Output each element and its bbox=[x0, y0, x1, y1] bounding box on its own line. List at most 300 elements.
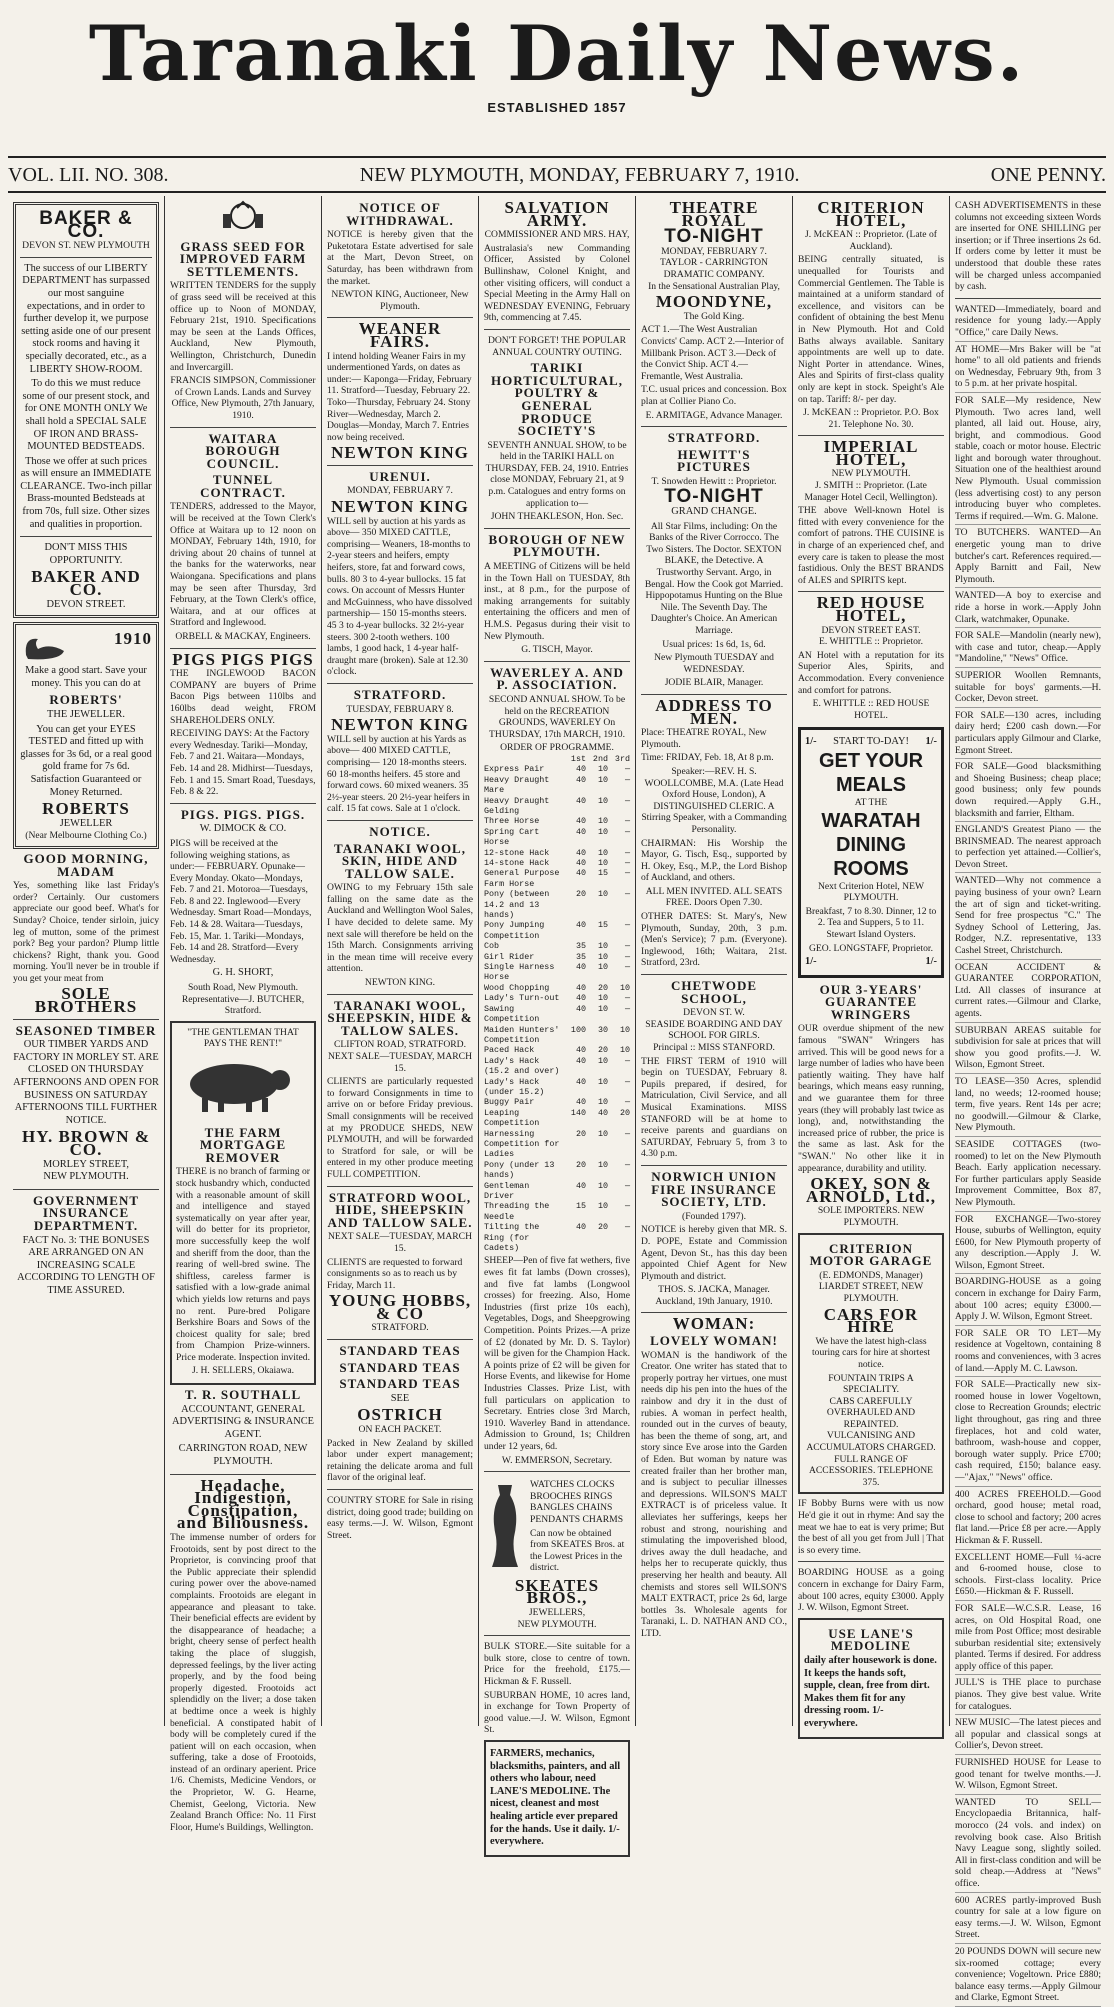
garage-address: LIARDET STREET, NEW PLYMOUTH. bbox=[818, 1281, 924, 1304]
ostrich-sub: ON EACH PACKET. bbox=[358, 1424, 442, 1436]
gentleman-heading: "THE GENTLEMAN THAT PAYS THE RENT!" bbox=[187, 1026, 299, 1050]
programme-prize: — bbox=[624, 847, 630, 858]
programme-prize: 40 bbox=[575, 1097, 586, 1108]
programme-row bbox=[484, 993, 630, 1003]
programme-event: 14-stone Hack bbox=[484, 858, 550, 868]
government-title: GOVERNMENT INSURANCE DEPARTMENT. bbox=[32, 1192, 140, 1233]
masthead bbox=[0, 0, 1114, 118]
southall-name: T. R. SOUTHALL bbox=[184, 1387, 302, 1403]
programme-event: 12-stone Hack bbox=[484, 847, 550, 858]
notice-title: NOTICE. bbox=[369, 823, 431, 839]
programme-header: 1st 2nd 3rd bbox=[570, 753, 630, 764]
classified-ad: WANTED—Why not commence a paying business of your own? Learn the art of sign and ticket-writing. Send for free prospectus "C." The Sydney School of Lettering, Jas. Rodger, N.Z. representative, 133 Cashel Street, Christchurch. bbox=[955, 875, 1101, 959]
waratah-price-left: 1/- bbox=[805, 736, 817, 748]
programme-prize: 40 bbox=[575, 1180, 586, 1191]
burns-ad: IF Bobby Burns were with us now He'd gie it out in rhyme: And say the meat we hae to eat is very prime; But the best of all you get from Jull | That is so every time. bbox=[798, 1498, 944, 1556]
classified-ad: WANTED—Immediately, board and residence for young lady.—Apply "Office," care Daily News. bbox=[955, 304, 1101, 342]
tonight-2: TO-NIGHT bbox=[664, 486, 764, 508]
programme-row bbox=[484, 1129, 630, 1160]
farm-title: THE FARM MORTGAGE REMOVER bbox=[199, 1124, 287, 1165]
newton-king-3: NEWTON KING bbox=[331, 715, 469, 735]
lane-title: USE LANE'S MEDOLINE bbox=[828, 1625, 914, 1654]
taylor-company: TAYLOR - CARRINGTON DRAMATIC COMPANY. bbox=[660, 257, 768, 280]
criterion-title: CRITERION HOTEL, bbox=[817, 198, 925, 230]
stratford-date: TUESDAY, FEBRUARY 8. bbox=[346, 703, 454, 715]
programme-row bbox=[484, 1025, 630, 1046]
baker-notice: DON'T MISS THIS OPPORTUNITY. bbox=[44, 542, 128, 566]
receiving-days: RECEIVING DAYS: At the Factory every Wednesday. Tariki—Monday, Feb. 7 and 21. Waitara—Mondays, Feb. 14 and 28. Midhirst—Tuesdays, Feb. 1 and 15. Smart Road, Tuesdays, Feb. 8 & 22. bbox=[170, 728, 316, 798]
classified-ad: WANTED TO SELL—Encyclopaedia Britannica, half-morocco (24 vols. and index) on revolving book case. Also British Navy League song, slightly soiled. All in first-class condition and will be sold cheap.—Address at "News" office. bbox=[955, 1797, 1101, 1893]
programme-prize: 40 bbox=[575, 1003, 586, 1014]
salvation-body: Australasia's new Commanding Officer, Assisted by Colonel Bullinshaw, Colonel Knight, and other visiting officers, will conduct a Special Meeting in the Army Hall on WEDNESDAY EVENING, February 9th, commencing at 7.45. bbox=[484, 242, 630, 324]
programme-row bbox=[484, 962, 630, 983]
programme-prize: 20 bbox=[575, 1159, 586, 1170]
government-body: FACT No. 3: THE BONUSES ARE ARRANGED ON AN INCREASING SCALE ACCORDING TO LENGTH OF TIME ASSURED. bbox=[17, 1234, 155, 1296]
roberts-text: Make a good start. Save your money. This you can do at bbox=[25, 665, 147, 689]
programme-event: Wood Chopping bbox=[484, 982, 550, 993]
programme-prize: — bbox=[624, 951, 630, 962]
skeates-town: NEW PLYMOUTH. bbox=[517, 1618, 597, 1630]
programme-prize: 140 bbox=[570, 1107, 586, 1118]
wringers-title: OUR 3-YEARS' GUARANTEE WRINGERS bbox=[819, 981, 923, 1022]
programme-event: Harnessing Competition for Ladies bbox=[484, 1128, 560, 1160]
garage-title: CRITERION MOTOR GARAGE bbox=[809, 1240, 933, 1269]
founded: (Founded 1797). bbox=[682, 1210, 746, 1222]
programme-prize: 10 bbox=[597, 1003, 608, 1014]
films: All Star Films, including: On the Banks of the River Corrocco. The Two Sisters. The Doctor. SEXTON BLAKE, the Detective. A Trustworthy Servant. Argo, in Bengal. How the Cook got Married. Hippopotamus Hunting on the Blue Nile. The Seventh Day. The Daughter's Choice. An American Marriage. bbox=[644, 520, 784, 636]
hewitt-proprietor: T. Snowden Hewitt :: Proprietor. bbox=[651, 475, 777, 487]
bottom-rule bbox=[8, 191, 1106, 193]
programme-event: Single Harness Horse bbox=[484, 962, 555, 983]
classified-ad: 600 ACRES partly-improved Bush country for sale at a low figure on easy terms.—J. W. Wilson, Egmont Street. bbox=[955, 1895, 1101, 1944]
programme-row bbox=[484, 1077, 630, 1098]
redhouse-sign: E. WHITTLE :: RED HOUSE HOTEL. bbox=[812, 698, 930, 721]
programme-row bbox=[484, 1201, 630, 1222]
programme-row bbox=[484, 858, 630, 868]
programme-event: Pony (under 13 hands) bbox=[484, 1159, 555, 1181]
programme-event: Three Horse bbox=[484, 816, 540, 827]
grass-body: WRITTEN TENDERS for the supply of grass seed will be received at this office up to Noon of MONDAY, February 21st, 1910. Specifications may be seen at the Lands Offices, Auckland, New Plymouth, Wellington, Christchurch, Dunedin and Invercargill. bbox=[170, 280, 316, 373]
redhouse-address: DEVON STREET EAST. bbox=[821, 624, 921, 636]
young-hobbs-town: STRATFORD. bbox=[371, 1322, 429, 1334]
commissioner: COMMISSIONER AND MRS. HAY, bbox=[484, 229, 630, 241]
programme-event: Express Pair bbox=[484, 764, 545, 775]
madam-title: GOOD MORNING, MADAM bbox=[23, 850, 149, 879]
baker-body: The success of our LIBERTY DEPARTMENT has surpassed our most sanguine expectations, and in order to further develop it, we purpose setting aside one of our present stock rooms and having it specially decorated, etc., as a LIBERTY SHOW-ROOM. bbox=[21, 262, 151, 375]
column-7 bbox=[950, 196, 1106, 2004]
programme-prize: — bbox=[624, 795, 630, 806]
programme-row bbox=[484, 764, 630, 774]
hy-brown-address: MORLEY STREET, bbox=[42, 1158, 129, 1170]
royal-arms-icon bbox=[170, 198, 316, 237]
programme-prize: 10 bbox=[597, 858, 608, 868]
roberts-name: ROBERTS' bbox=[49, 692, 123, 708]
criterion-sign: J. McKEAN :: Proprietor. P.O. Box 21. Telephone No. 30. bbox=[803, 407, 939, 430]
classified-ad: FOR SALE—W.C.S.R. Lease, 16 acres, on Old Hospital Road, one mile from Post Office; most desirable suburban residential site; extensively planted. Terms if desired. For address apply office of this paper. bbox=[955, 1603, 1101, 1676]
programme-event: Heavy Draught Mare bbox=[484, 774, 550, 796]
programme-prize: 10 bbox=[597, 795, 608, 806]
programme-row bbox=[484, 983, 630, 993]
programme-prize: 40 bbox=[575, 816, 586, 827]
ostrich: OSTRICH bbox=[357, 1405, 443, 1425]
madam-body: Yes, something like last Friday's order? Certainly. Our customers appreciate our good beef. What's for Sunday? Choice, tender sirloin, juicy leg of mutton, some of the primest pork? Beg your pardon? Plump little chickens? Right, thank you. Good morning. You'll never be in trouble if you get your meat from bbox=[13, 880, 159, 984]
dateline bbox=[8, 161, 1106, 189]
imperial-title: IMPERIAL HOTEL, bbox=[823, 437, 919, 469]
programme-prize: 30 bbox=[597, 1024, 608, 1035]
box-plan: T.C. usual prices and concession. Box plan at Collier Piano Co. bbox=[641, 384, 787, 407]
waratah-next: Next Criterion Hotel, NEW PLYMOUTH. bbox=[817, 880, 925, 904]
programme-event: Pony Jumping Competition bbox=[484, 920, 545, 941]
southall-address: CARRINGTON ROAD, NEW PLYMOUTH. bbox=[178, 1443, 308, 1468]
stratford-wool: STRATFORD WOOL, HIDE, SHEEPSKIN AND TALLOW SALE. bbox=[327, 1189, 473, 1230]
programme-prize: — bbox=[624, 826, 630, 837]
borough-sign: G. TISCH, Mayor. bbox=[521, 644, 593, 656]
programme-prize: 40 bbox=[575, 982, 586, 993]
programme-prize: 15 bbox=[597, 868, 608, 879]
imperial-proprietor: J. SMITH :: Proprietor. (Late Manager Hotel Cecil, Wellington). bbox=[804, 480, 938, 503]
norwich-title: NORWICH UNION FIRE INSURANCE SOCIETY, LTD. bbox=[651, 1168, 777, 1210]
principal: Principal :: MISS STANFORD. bbox=[653, 1042, 775, 1053]
waratah-get: GET YOUR MEALS bbox=[818, 749, 924, 796]
roberts-year: 1910 bbox=[114, 629, 152, 649]
programme-prize: — bbox=[624, 1128, 630, 1139]
newton-king-1: NEWTON KING bbox=[331, 443, 469, 463]
tariki-title: TARIKI HORTICULTURAL, POULTRY & GENERAL PRODUCE SOCIETY'S bbox=[491, 360, 623, 439]
skeates-name: SKEATES BROS., bbox=[514, 1575, 600, 1608]
classified-ad: TO LEASE—350 Acres, splendid land, no weeds; 12-roomed house; term, five years. Rent 14s per acre; no goodwill.—Gilmour & Clarke, New Plymouth. bbox=[955, 1076, 1101, 1137]
classified-ad: FURNISHED HOUSE for Lease to good tenant for twelve months.—J. W. Wilson, Egmont Street. bbox=[955, 1757, 1101, 1795]
theatre-title: THEATRE ROYAL bbox=[669, 198, 759, 230]
programme-prize: — bbox=[624, 1076, 630, 1087]
pigs-body: THE INGLEWOOD BACON COMPANY are buyers of Prime Bacon Pigs between 110lbs and 160lbs dead weight, FROM SHAREHOLDERS ONLY. bbox=[170, 668, 316, 726]
programme-event: Paced Hack bbox=[484, 1045, 535, 1056]
programme-prize: 10 bbox=[597, 951, 608, 962]
lane-ad bbox=[798, 1618, 944, 1739]
withdrawal-body: NOTICE is hereby given that the Puketotara Estate advertised for sale at the Mart, Devon Street, on Saturday, has been withdrawn from the market. bbox=[327, 229, 473, 287]
classified-ad: FOR SALE OR TO LET—My residence at Vogeltown, containing 8 rooms and conveniences, with 3 acres of land.—Apply M. C. Lawson. bbox=[955, 1328, 1101, 1377]
tunnel-sign: ORBELL & MACKAY, Engineers. bbox=[175, 631, 311, 642]
play-title: MOONDYNE, bbox=[655, 292, 773, 312]
farm-ad bbox=[170, 1021, 316, 1385]
programme-prize: — bbox=[624, 868, 630, 879]
programme-row bbox=[484, 1160, 630, 1181]
newton-king-3-body: WILL sell by auction at his Yards as above— 400 MIXED CATTLE, comprising— 120 18-months steers. 60 18-months heifers. 45 store and forward cows. 60 mixed weaners. 35 2½-year steers. 20 2½-year heifers in calf. 15 fat cows. Sale at 1 o'clock. bbox=[327, 733, 470, 815]
pigs-title: PIGS PIGS PIGS bbox=[172, 649, 314, 669]
programme-prize: — bbox=[624, 1159, 630, 1170]
farm-body: THERE is no branch of farming or stock husbandry which, conducted with a reasonable amount of skill and intelligence and stayed systematically on year after year, will do better for its proprietor, more successfully keep the wolf and sheriff from the door, than the rearing of well-bred swine. The shiftless, careless farmer is satisfied with a low-grade animal which yields low returns and pays no rent. Pure-bred Poligare Berkshire Boars and Sows of the choicest quality for sale; bred from Champion Prize-winners. Price moderate. Inspection invited. bbox=[176, 1166, 311, 1363]
classified-ad: FOR SALE—My residence, New Plymouth. Two acres land, well planted, all laid out. House, airy, bright, and commodious. Good stable, coach or motor house. Electric light and borough water throughout. Situation one of the healthiest around New Plymouth. Usual commission (less advertising cost) to any person introducing buyer who completes. Terms if required.—Wm. G. Malone. bbox=[955, 395, 1101, 526]
young-hobbs: YOUNG HOBBS, & CO bbox=[328, 1291, 472, 1323]
programme-row bbox=[484, 889, 630, 920]
classified-ad: FOR SALE—130 acres, including dairy herd; £200 cash down.—For particulars apply Gilmour and Clarke, Egmont Street. bbox=[955, 710, 1101, 759]
programme-prize: 10 bbox=[597, 941, 608, 952]
waverley-body: SECOND ANNUAL SHOW. To be held on the RECREATION GROUNDS, WAVERLEY On THURSDAY, 17th MARCH, 1910. bbox=[488, 693, 626, 740]
programme-event: Lady's Hack (15.2 and over) bbox=[484, 1055, 560, 1077]
borough-title: BOROUGH OF NEW PLYMOUTH. bbox=[488, 531, 626, 560]
school-sub: SEASIDE BOARDING AND DAY SCHOOL FOR GIRLS. bbox=[645, 1018, 783, 1042]
tunnel-body: TENDERS, addressed to the Mayor, will be received at the Town Clerk's Office at Waitara up to 12 noon on MONDAY, February 14th, 1910, for driving about 20 chains of tunnel at the banks for the waterworks, near Waiongana. Specifications and plans may be seen after Thursday, 3rd February, at the Town Clerk's office, Waitara, and at our offices at Stratford and Inglewood. bbox=[170, 501, 316, 629]
norwich-sign: THOS. S. JACKA, Manager. Auckland, 19th January, 1910. bbox=[655, 1284, 773, 1307]
roberts-body: You can get your EYES TESTED and fitted up with glasses for 3s 6d, or a real good gold frame for 7s 6d. Satisfaction Guaranteed or Money Returned. bbox=[20, 723, 152, 798]
teas-3: STANDARD TEAS bbox=[339, 1376, 461, 1392]
programme-prize: — bbox=[624, 1201, 630, 1212]
ostrich-body: Packed in New Zealand by skilled labor under expert management; retaining the delicate aroma and full flavor of the original leaf. bbox=[327, 1437, 473, 1484]
classified-ad: OCEAN ACCIDENT & GUARANTEE CORPORATION, Ltd. All classes of insurance at current rates.—Gilmour and Clarke, agents. bbox=[955, 962, 1101, 1023]
wool2-title: TARANAKI WOOL, SHEEPSKIN, HIDE & TALLOW SALES. bbox=[327, 997, 473, 1038]
tariki-sign: JOHN THEAKLESON, Hon. Sec. bbox=[490, 511, 624, 523]
column-6 bbox=[793, 196, 950, 1729]
programme-event: Cob bbox=[484, 941, 500, 952]
classified-ad: WANTED—A boy to exercise and ride a horse in work.—Apply John Clark, watchmaker, Opunake. bbox=[955, 590, 1101, 628]
classified-ad: SUBURBAN AREAS suitable for subdivision for sale at prices that will show you good profits.—J. W. Wilson, Egmont Street. bbox=[955, 1025, 1101, 1074]
theatre-date: MONDAY, FEBRUARY 7. bbox=[661, 245, 767, 257]
waverley-sign: W. EMMERSON, Secretary. bbox=[501, 1454, 613, 1466]
waratah-name: WARATAH DINING ROOMS bbox=[821, 809, 921, 880]
invited: ALL MEN INVITED. ALL SEATS FREE. Doors Open 7.30. bbox=[645, 885, 783, 909]
programme-row bbox=[484, 1056, 630, 1077]
programme-prize: 40 bbox=[575, 1055, 586, 1066]
programme-prize: — bbox=[624, 858, 630, 868]
boarding-house: BOARDING HOUSE as a going concern in exchange for Dairy Farm, about 100 acres, equity £3000. Apply J. W. Wilson, Egmont Street. bbox=[798, 1567, 944, 1614]
programme-event: Leaping Competition bbox=[484, 1107, 540, 1129]
programme-prize: 100 bbox=[570, 1024, 586, 1035]
pig-icon bbox=[176, 1054, 296, 1114]
programme-prize: — bbox=[624, 1222, 630, 1233]
column-4 bbox=[479, 196, 636, 1848]
okey-name: OKEY, SON & ARNOLD, Ltd., bbox=[805, 1174, 937, 1206]
programme-prize: 20 bbox=[619, 1107, 630, 1118]
imperial-town: NEW PLYMOUTH. bbox=[831, 468, 911, 480]
timber-title: SEASONED TIMBER bbox=[15, 1022, 157, 1038]
programme-prize: 10 bbox=[597, 889, 608, 900]
timber-body: OUR TIMBER YARDS AND FACTORY IN MORLEY ST. ARE CLOSED ON THURSDAY AFTERNOONS AND OPEN FOR BUSINESS ON SATURDAY AFTERNOONS TILL FURTHER NOTICE. bbox=[13, 1039, 159, 1126]
place: Place: THEATRE ROYAL, New Plymouth. bbox=[641, 727, 767, 750]
classified-ad: AT HOME—Mrs Baker will be "at home" to all old patients and friends on Wednesday, February 9th, from 3 to 5 p.m. at her private hospital. bbox=[955, 344, 1101, 393]
norwich-body: NOTICE is hereby given that MR. S. D. POPE, Estate and Commission Agent, Devon St., has this day been appointed Chief Agent for New Plymouth and district. bbox=[641, 1224, 787, 1282]
programme-row bbox=[484, 848, 630, 858]
programme-prize: 10 bbox=[597, 1097, 608, 1108]
waratah-at: AT THE bbox=[854, 796, 888, 808]
farmers-ad bbox=[484, 1740, 630, 1857]
baker-address: DEVON ST. NEW PLYMOUTH bbox=[22, 240, 150, 252]
programme-event: General Purpose Farm Horse bbox=[484, 868, 560, 889]
waratah-price-bottom-left: 1/- bbox=[805, 956, 817, 968]
programme-prize: 35 bbox=[575, 951, 586, 962]
school-address: DEVON ST. W. bbox=[683, 1007, 745, 1019]
criterion-proprietor: J. McKEAN :: Proprietor. (Late of Auckland). bbox=[805, 229, 937, 252]
dimock-body: PIGS will be received at the following weighing stations, as under:— FEBRUARY. Opunake—Every Monday. Okato—Mondays, Feb. 7 and 21. Motoroa—Tuesdays, Feb. 8 and 22. Inglewood—Every Wednesday. Smart Road—Mondays, Feb. 14 & 28. Waitara—Tuesdays, Feb. 15, Mar. 1. Tariki—Mondays, Feb. 14 and 28. Stratford—Every Wednesday. bbox=[170, 837, 312, 965]
programme-prize: 10 bbox=[597, 1076, 608, 1087]
programme-row bbox=[484, 1108, 630, 1129]
short-body: South Road, New Plymouth. Representative—J. BUTCHER, Stratford. bbox=[181, 982, 305, 1017]
waverley-title: WAVERLEY A. AND P. ASSOCIATION. bbox=[490, 664, 624, 693]
programme-prize: 40 bbox=[575, 868, 586, 879]
programme-prize: 40 bbox=[597, 1107, 608, 1118]
cabs: CABS CAREFULLY OVERHAULED AND REPAINTED. bbox=[826, 1395, 916, 1430]
classified-ad: BOARDING-HOUSE as a going concern in exchange for Dairy Farm, about 100 acres; equity £3000.—Apply J. W. Wilson, Egmont Street. bbox=[955, 1276, 1101, 1325]
redhouse-proprietor: E. WHITTLE :: Proprietor. bbox=[819, 636, 923, 648]
garage-sub: (E. EDMONDS, Manager) bbox=[819, 1269, 923, 1281]
programme-event: Gentleman Driver bbox=[484, 1180, 530, 1201]
classified-ad: EXCELLENT HOME—Full ¼-acre and 6-roomed house, close to schools. First-class locality. Price £650.—Hickman & F. Russell. bbox=[955, 1552, 1101, 1601]
column-3 bbox=[322, 196, 479, 1726]
hewitt-pictures: HEWITT'S PICTURES bbox=[677, 446, 751, 475]
programme-row bbox=[484, 1097, 630, 1107]
time: Time: FRIDAY, Feb. 18, At 8 p.m. bbox=[641, 752, 774, 764]
swan-icon bbox=[20, 629, 70, 663]
established-line: ESTABLISHED 1857 bbox=[487, 100, 627, 115]
jodie-blair: JODIE BLAIR, Manager. bbox=[664, 677, 764, 689]
programme-prize: 10 bbox=[597, 1180, 608, 1191]
programme-prize: 35 bbox=[575, 941, 586, 952]
programme-row bbox=[484, 1045, 630, 1055]
programme-row bbox=[484, 827, 630, 848]
classified-ad: SEASIDE COTTAGES (two-roomed) to let on the New Plymouth Beach. Early application necessary. For further particulars apply Seaside Improvement Committee, Box 87, New Plymouth. bbox=[955, 1139, 1101, 1212]
programme-prize: 40 bbox=[575, 920, 586, 931]
redhouse-title: RED HOUSE HOTEL, bbox=[816, 593, 926, 625]
withdrawal-title: NOTICE OF WITHDRAWAL. bbox=[346, 200, 454, 228]
pigs2-title: PIGS. PIGS. PIGS. bbox=[180, 806, 306, 822]
programme-prize: 40 bbox=[575, 1222, 586, 1233]
wool-sign: NEWTON KING. bbox=[364, 977, 436, 989]
play-sub: The Gold King. bbox=[683, 310, 745, 322]
programme-prize: 10 bbox=[597, 993, 608, 1004]
programme-prize: — bbox=[624, 1097, 630, 1108]
redhouse-body: AN Hotel with a reputation for its Superior Ales, Spirits, and Accommodation. Every convenience and comfort for patrons. bbox=[798, 649, 944, 696]
programme-prize: 10 bbox=[597, 962, 608, 973]
programme-prize: 10 bbox=[597, 764, 608, 775]
newton-king-2-body: WILL sell by auction at his yards as above— 350 MIXED CATTLE, comprising— Weaners, 18-months to 2-year steers and heifers, empty heifers, store, fat and forward cows, bulls. 80 3 to 4-year bullocks. 15 fat cows. On account of Messrs Hunter and McGuinness, who have dissolved partnership— 150 15-months steers. 45 3 to 4-year bullocks. 32 2½-year steers. 300 2-tooth wethers. 100 lambs, 1 good hack, 1 4-year half-draught mare (broken). Sale at 12.30 o'clock. bbox=[327, 515, 473, 678]
teas-1: STANDARD TEAS bbox=[339, 1343, 461, 1359]
classified-ad: FOR SALE—Mandolin (nearly new), with case and tutor, cheap.—Apply "Mandoline," "News" Office. bbox=[955, 630, 1101, 668]
classified-ad: TO BUTCHERS. WANTED—An energetic young man to drive butcher's cart. References required.—Apply Barnitt and Fail, New Plymouth. bbox=[955, 527, 1101, 588]
withdrawal-sign: NEWTON KING, Auctioneer, New Plymouth. bbox=[331, 289, 469, 312]
programme-event: Girl Rider bbox=[484, 951, 535, 962]
place-date: NEW PLYMOUTH, MONDAY, FEBRUARY 7, 1910. bbox=[359, 163, 800, 186]
clients-body: CLIENTS are particularly requested to forward Consignments in time to arrive on or before Friday previous. Small consignments will be received at my PRODUCE SHEDS, NEW PLYMOUTH, and will be forwarded to Stratford for sale, or will be entered in my other produce meeting FULL COMPETITION. bbox=[327, 1076, 473, 1180]
programme-prize: — bbox=[624, 962, 630, 973]
classified-ad: ENGLAND'S Greatest Piano — the BRINSMEAD. The nearest approach to perfection yet attained.—Collier's, Devon Street. bbox=[955, 824, 1101, 873]
dont-forget: DON'T FORGET! THE POPULAR ANNUAL COUNTRY OUTING. bbox=[487, 334, 627, 358]
short-name: G. H. SHORT, bbox=[212, 967, 274, 979]
headache-body: The immense number of orders for Frootoids, sent by post direct to the Proprietor, is convincing proof that the Public appreciate their splendid curing power over the above-named complaints. Frootoids are elegant in appearance and pleasant to take. Their beneficial effects are evident by the disappearance of headache; a bright, cheery sense of perfect health taking the place of sluggish, depressed feelings, by the liver acting properly, and by the food being properly digested. Frootoids act splendidly on the liver; a dose taken at bedtime once a week is highly beneficial. A constipated habit of body will be completely cured if the patient will on each occasion, when suffering, take a dose of Frootoids, instead of an ordinary aperient. Price 1/6. Chemists, Medicine Vendors, or the Proprietor, W. G. Hearne, Chemist, Geelong, Victoria. New Zealand Branch Office: No. 11 First Floor, Hume's Buildings, Wellington. bbox=[170, 1532, 316, 1833]
programme-prize: 10 bbox=[597, 816, 608, 827]
column-1 bbox=[8, 196, 165, 1726]
okey-sub: SOLE IMPORTERS. NEW PLYMOUTH. bbox=[817, 1205, 925, 1228]
cars-for-hire: CARS FOR HIRE bbox=[823, 1304, 919, 1337]
southall-trade: ACCOUNTANT, GENERAL ADVERTISING & INSURANCE AGENT. bbox=[172, 1403, 314, 1440]
imperial-body: THE above Well-known Hotel is fitted with every convenience for the comfort of patrons. THE CUISINE is in charge of an experienced chef, and every care is taken to please the most fastidious. Only the BEST BRANDS of ALES and SPIRITS kept. bbox=[798, 505, 944, 586]
borough-body: A MEETING of Citizens will be held in the Town Hall on TUESDAY, 8th inst., at 8 p.m., for the purpose of making arrangements for suitably entertaining the officers and men of H.M.S. Pegasus during their visit to New Plymouth. bbox=[484, 561, 630, 642]
tunnel-title: TUNNEL CONTRACT. bbox=[200, 472, 286, 500]
programme-prize: — bbox=[624, 1003, 630, 1014]
programme-event: Sawing Competition bbox=[484, 1003, 540, 1025]
grass-sign: FRANCIS SIMPSON, Commissioner of Crown Lands. Lands and Survey Office, New Plymouth, 27th January, 1910. bbox=[170, 375, 316, 421]
programme-prize: 10 bbox=[597, 1201, 608, 1212]
accessories: FULL RANGE OF ACCESSORIES. TELEPHONE 375. bbox=[808, 1453, 934, 1488]
waratah-proprietor: GEO. LONGSTAFF, Proprietor. bbox=[809, 942, 933, 954]
speaker: Speaker:—REV. H. S. WOOLLCOMBE, M.A. (Late Head Oxford House, London), A DISTINGUISHED CLERIC. A Stirring Speaker, with a Commanding Personality. bbox=[641, 765, 787, 835]
programme-prize: 10 bbox=[597, 1159, 608, 1170]
programme-prize: 40 bbox=[575, 962, 586, 973]
programme-prize: 40 bbox=[575, 993, 586, 1004]
waratah-times: Breakfast, 7 to 8.30. Dinner, 12 to 2. Tea and Suppers, 5 to 11. Stewart Island Oysters. bbox=[805, 905, 937, 940]
sole-title: SOLE BROTHERS bbox=[34, 984, 138, 1017]
clifton-road: CLIFTON ROAD, STRATFORD. bbox=[333, 1039, 467, 1051]
cash-ad-header: CASH ADVERTISEMENTS in these columns not exceeding sixteen Words are inserted for ONE SHILLING per insertion; or if Three insertions 2s 6d. If orders come by letter it must be understood that double these rates will be charged unless accompanied by cash. bbox=[955, 200, 1101, 293]
programme-event: Tilting the Ring (for Cadets) bbox=[484, 1222, 540, 1254]
baker-ad bbox=[13, 202, 159, 618]
programme-prize: 40 bbox=[575, 795, 586, 806]
stratford-sale: STRATFORD. bbox=[353, 686, 447, 702]
programme-event: Buggy Pair bbox=[484, 1097, 535, 1108]
baker-footer-street: DEVON STREET. bbox=[46, 598, 126, 610]
newspaper-title: Taranaki Daily News. bbox=[88, 9, 1026, 98]
screening-days: New Plymouth TUESDAY and WEDNESDAY. bbox=[654, 652, 774, 675]
top-rule bbox=[8, 156, 1106, 158]
next-sale: NEXT SALE—TUESDAY, MARCH 15. bbox=[327, 1051, 472, 1074]
salvation-title: SALVATION ARMY. bbox=[504, 198, 610, 230]
programme-event: Lady's Hack (under 15.2) bbox=[484, 1076, 545, 1097]
bulk-store: BULK STORE.—Site suitable for a bulk store, close to centre of town. Price for the freehold, £175.—Hickman & F. Russell. bbox=[484, 1641, 630, 1688]
column-2 bbox=[165, 196, 322, 1833]
programme-row bbox=[484, 868, 630, 889]
programme-row bbox=[484, 920, 630, 941]
baker-body-3: Those we offer at such prices as will ensure an IMMEDIATE CLEARANCE. Two-inch pillar Brass-mounted Bedsteads at from 70s, full size. Other sizes and qualities in proportion. bbox=[20, 455, 152, 530]
programme-table bbox=[484, 754, 630, 1254]
programme-prize: 10 bbox=[597, 774, 608, 785]
headache-title: Headache, Indigestion, Constipation, and Biliousness. bbox=[176, 1475, 310, 1533]
programme-prize: 10 bbox=[597, 826, 608, 837]
play-intro: In the Sensational Australian Play, bbox=[648, 280, 780, 292]
urenui-date: MONDAY, FEBRUARY 7. bbox=[347, 485, 453, 497]
programme-prize: 10 bbox=[619, 982, 630, 993]
programme-prize: 40 bbox=[575, 847, 586, 858]
farm-sign: J. H. SELLERS, Okaiawa. bbox=[191, 1365, 295, 1377]
vase-text: Can now be obtained from SKEATES Bros. at the Lowest Prices in the district. bbox=[530, 1527, 625, 1574]
programme-row bbox=[484, 952, 630, 962]
programme-prize: — bbox=[624, 764, 630, 775]
other-dates: OTHER DATES: St. Mary's, New Plymouth, Sunday, 20th, 3 p.m. (Men's Service); 7 p.m. (Everyone). Inglewood, 16th; Waitara, 21st. Stratford, 23rd. bbox=[641, 911, 787, 969]
programme-event: Pony (between 14.2 and 13 hands) bbox=[484, 889, 550, 921]
wool-body: OWING to my February 15th sale falling on the same date as the Auckland and Wellington Wool Sales, I have decided to delete same. My next sale will therefore be held on the 15th March. Consignments arriving in the mean time will receive every attention. bbox=[327, 882, 473, 975]
programme-prize: — bbox=[624, 920, 630, 931]
volume-number: VOL. LII. NO. 308. bbox=[8, 163, 169, 186]
weaner-title: WEANER FAIRS. bbox=[358, 319, 442, 351]
woman-sub: LOVELY WOMAN! bbox=[650, 1333, 778, 1349]
programme-prize: — bbox=[624, 1180, 630, 1191]
programme-event: Heavy Draught Gelding bbox=[484, 795, 550, 816]
programme-prize: 40 bbox=[575, 774, 586, 785]
programme-prize: 20 bbox=[575, 889, 586, 900]
roberts-big: ROBERTS bbox=[42, 799, 130, 819]
programme-prize: — bbox=[624, 816, 630, 827]
programme-row bbox=[484, 816, 630, 826]
programme-prize: 40 bbox=[575, 1045, 586, 1056]
tariki-body: SEVENTH ANNUAL SHOW, to be held in the TARIKI HALL on THURSDAY, FEB. 24, 1910. Entries close MONDAY, February 21, at 9 p.m. Catalogues and entry forms on application to— bbox=[485, 439, 629, 509]
classified-ad: FOR EXCHANGE—Two-storey House, suburbs of Wellington, equity £600, for New Plymouth property of any description.—Apply J. W. Wilson, Egmont Street. bbox=[955, 1214, 1101, 1275]
grass-title: GRASS SEED FOR IMPROVED FARM SETTLEMENTS. bbox=[179, 238, 307, 279]
woman-title: WOMAN: bbox=[672, 1314, 756, 1334]
dimock: W. DIMOCK & CO. bbox=[199, 823, 287, 835]
classified-ad: FOR SALE—Practically new six-roomed house in lower Vogeltown, close to Recreation Grounds; electric light throughout, gas ring and three fireplaces, hot and cold water, bathroom, wash-house and copper, borough water supply. Price £700; cash required, £150; balance easy.—"Ajax," "News" office. bbox=[955, 1379, 1101, 1486]
baker-footer: BAKER AND CO. bbox=[31, 567, 141, 600]
skeates-ad bbox=[484, 1477, 630, 1576]
programme-prize: — bbox=[624, 993, 630, 1004]
programme-prize: 10 bbox=[597, 1128, 608, 1139]
programme-prize: 40 bbox=[575, 858, 586, 868]
roberts-sub: JEWELLER bbox=[59, 817, 113, 829]
